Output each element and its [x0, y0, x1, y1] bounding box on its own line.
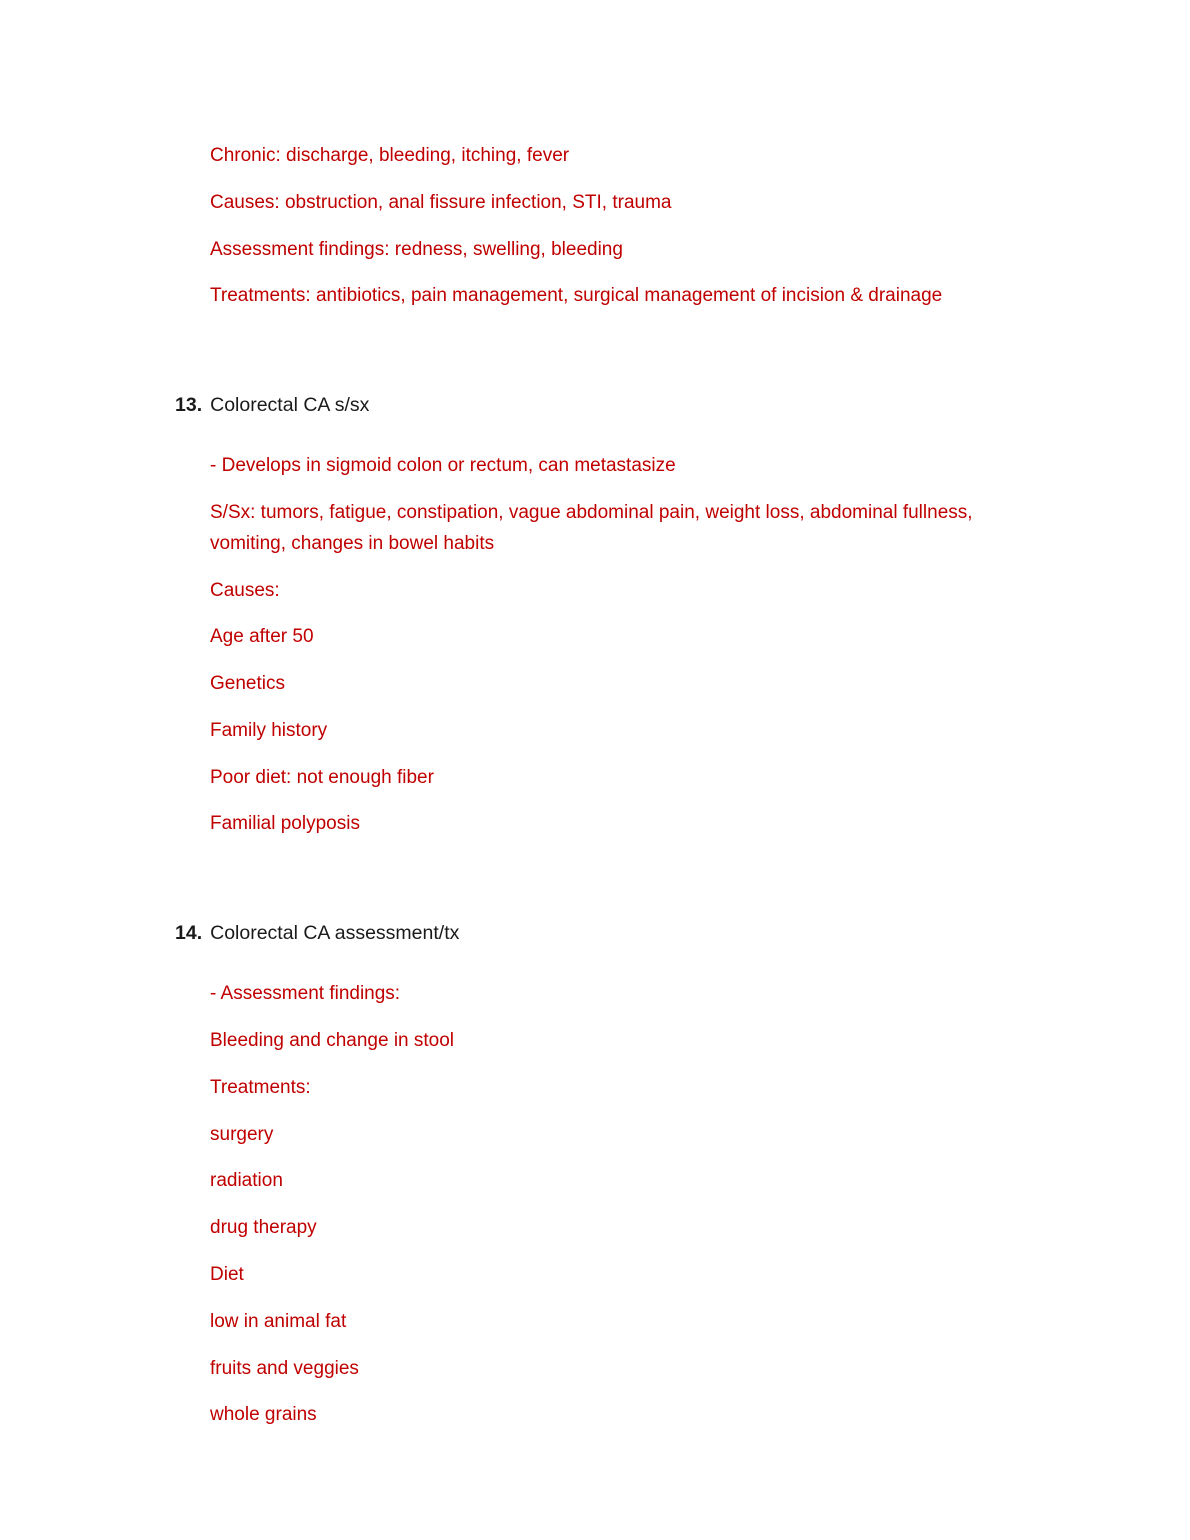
- note-line: Bleeding and change in stool: [210, 1030, 455, 1052]
- note-line: Causes: obstruction, anal fissure infection, STI, trauma: [210, 191, 672, 213]
- note-line: Chronic: discharge, bleeding, itching, fever: [210, 145, 570, 166]
- note-line: surgery: [210, 1123, 274, 1145]
- note-line: - Assessment findings:: [210, 983, 401, 1005]
- note-line: Treatments:: [210, 1076, 311, 1098]
- note-line: Familial polyposis: [210, 813, 360, 835]
- item-heading: [175, 328, 1110, 420]
- numbered-item-14: [175, 856, 1110, 1431]
- item-heading: [175, 856, 1110, 948]
- note-line: Diet: [210, 1263, 244, 1285]
- note-line: radiation: [210, 1170, 283, 1192]
- note-line: - Develops in sigmoid colon or rectum, can metastasize: [210, 455, 676, 477]
- note-line: Family history: [210, 719, 328, 741]
- item-number: 14.: [175, 922, 203, 945]
- item-title: Colorectal CA s/sx: [210, 394, 370, 417]
- note-line: Poor diet: not enough fiber: [210, 766, 434, 788]
- note-line: Treatments: antibiotics, pain management, surgical management of incision & drainage: [210, 285, 943, 307]
- note-line: Causes:: [210, 579, 280, 601]
- item-number: 13.: [175, 394, 203, 417]
- note-line: whole grains: [210, 1404, 317, 1426]
- note-line: S/Sx: tumors, fatigue, constipation, vague abdominal pain, weight loss, abdominal fullness, vomiting, changes in bowel habits: [210, 502, 973, 554]
- note-line: Genetics: [210, 673, 285, 695]
- note-line: fruits and veggies: [210, 1357, 359, 1379]
- note-line: Age after 50: [210, 626, 314, 648]
- intro-notes-block: [175, 141, 1110, 312]
- note-line: Assessment findings: redness, swelling, bleeding: [210, 238, 623, 260]
- item-title: Colorectal CA assessment/tx: [210, 922, 460, 945]
- note-line: drug therapy: [210, 1217, 317, 1239]
- numbered-item-13: [175, 328, 1110, 840]
- note-line: low in animal fat: [210, 1310, 347, 1332]
